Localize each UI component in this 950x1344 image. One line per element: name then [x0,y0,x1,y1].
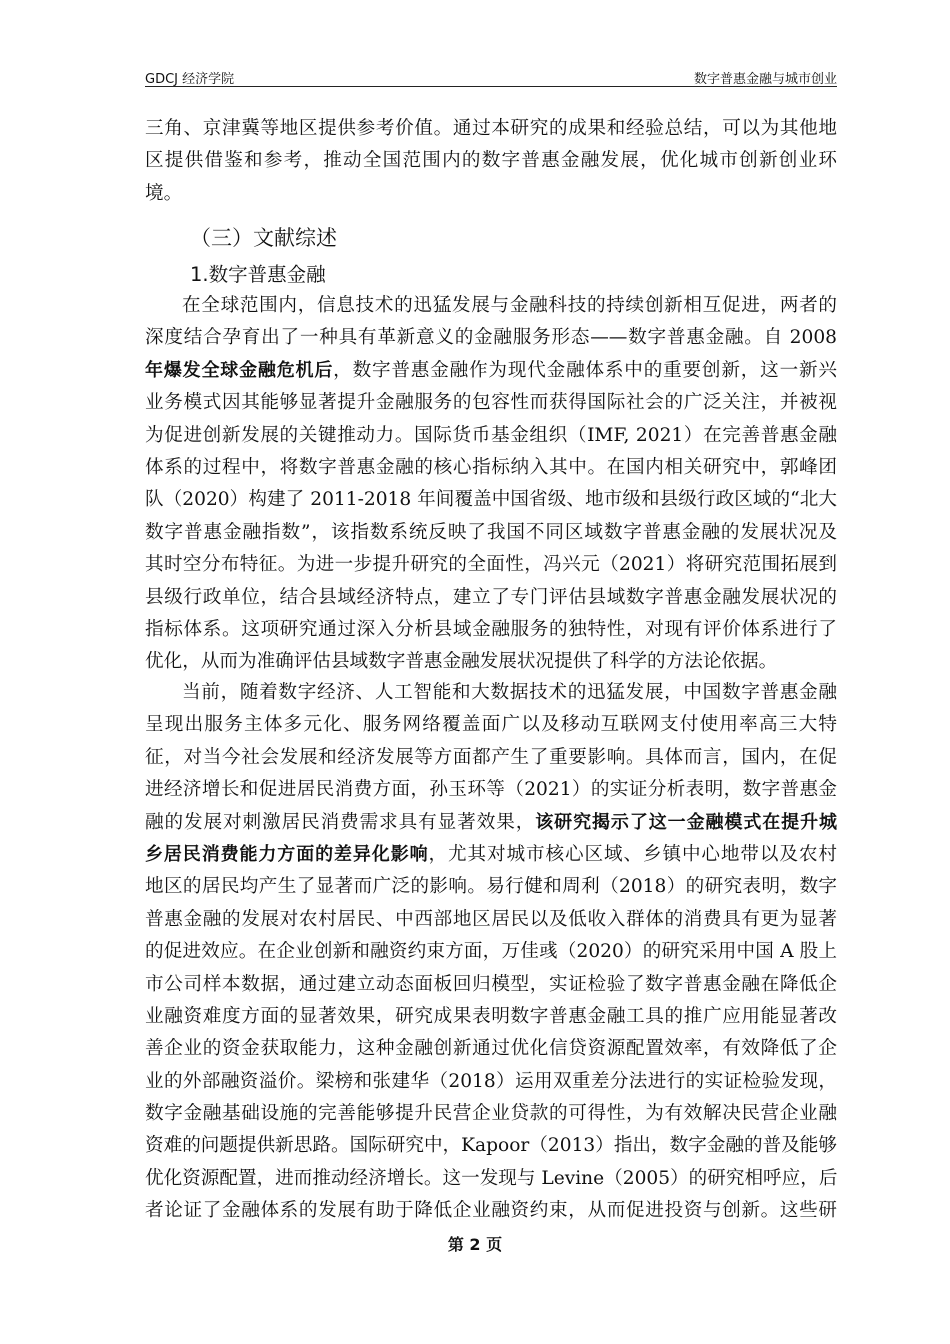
text-line [145,387,837,419]
text-line [145,936,837,968]
text-line [145,614,837,646]
intro-paragraph [145,113,837,210]
text-line [145,839,837,871]
text-line [145,774,837,806]
bold-text: 年爆发全球金融危机后 [145,359,334,381]
text-segment: 业融资难度方面的显著效果，研究成果表明数字普惠金融工具的推广应用能显著改 [145,1005,837,1027]
text-line [145,807,837,839]
paragraph-1 [145,290,837,679]
header-institution: GDCJ 经济学院 [145,72,235,87]
text-segment: 呈现出服务主体多元化、服务网络覆盖面广以及移动互联网支付使用率高三大特 [145,714,837,736]
text-line [145,1066,837,1098]
page-header [145,66,837,87]
text-line [145,549,837,581]
text-segment: 三角、京津冀等地区提供参考价值。通过本研究的成果和经验总结，可以为其他地 [145,118,837,139]
text-line [145,969,837,1001]
text-segment: 业的外部融资溢价。梁榜和张建华（2018）运用双重差分法进行的实证检验发现， [145,1070,837,1092]
text-segment: 其时空分布特征。为进一步提升研究的全面性，冯兴元（2021）将研究范围拓展到 [145,554,837,576]
text-line [145,484,837,516]
text-line [145,1195,837,1227]
text-line [145,452,837,484]
text-line [145,1001,837,1033]
subsection-heading: 1.数字普惠金融 [190,263,326,286]
text-segment: 地区的居民均产生了显著而广泛的影响。易行健和周利（2018）的研究表明，数字 [145,876,837,898]
text-segment: 善企业的资金获取能力，这种金融创新通过优化信贷资源配置效率，有效降低了企 [145,1038,837,1060]
text-segment: 进经济增长和促进居民消费方面，孙玉环等（2021）的实证分析表明，数字普惠金 [145,779,837,801]
text-line [145,742,837,774]
text-segment: 境。 [145,182,183,204]
text-segment: 数字普惠金融指数”，该指数系统反映了我国不同区域数字普惠金融的发展状况及 [145,521,837,543]
text-line [145,904,837,936]
bold-text: 该研究揭示了这一金融模式在提升城 [535,811,837,833]
text-segment: 市公司样本数据，通过建立动态面板回归模型，实证检验了数字普惠金融在降低企 [145,973,837,995]
text-segment: ，尤其对城市核心区域、乡镇中心地带以及农村 [428,843,837,865]
text-segment: 的促进效应。在企业创新和融资约束方面，万佳彧（2020）的研究采用中国 A 股上 [145,941,837,963]
text-line [145,145,837,177]
text-line [145,420,837,452]
bold-text: 乡居民消费能力方面的差异化影响 [145,843,429,865]
text-segment: 为促进创新发展的关键推动力。国际货币基金组织（IMF, 2021）在完善普惠金融 [145,424,837,446]
text-segment: 体系的过程中，将数字普惠金融的核心指标纳入其中。在国内相关研究中，郭峰团 [145,456,837,478]
text-segment: 征，对当今社会发展和经济发展等方面都产生了重要影响。具体而言，国内，在促 [145,746,837,768]
text-line [145,517,837,549]
text-line [145,1163,837,1195]
page-number: 第 2 页 [447,1235,503,1254]
text-line [145,1033,837,1065]
section-heading: （三）文献综述 [190,226,337,250]
text-line [145,113,837,145]
text-segment: 队（2020）构建了 2011-2018 年间覆盖中国省级、地市级和县级行政区域的“北大 [145,489,837,511]
text-line [145,290,837,322]
text-line [145,709,837,741]
text-line [145,582,837,614]
text-line [145,1098,837,1130]
text-segment: 优化资源配置，进而推动经济增长。这一发现与 Levine（2005）的研究相呼应，后 [145,1167,838,1189]
text-segment: 在全球范围内，信息技术的迅猛发展与金融科技的持续创新相互促进，两者的 [182,295,837,316]
text-segment: 融的发展对刺激居民消费需求具有显著效果， [145,811,536,833]
paragraph-2 [145,677,837,1228]
text-segment: 资难的问题提供新思路。国际研究中，Kapoor（2013）指出，数字金融的普及能够 [145,1135,837,1157]
text-segment: 当前，随着数字经济、人工智能和大数据技术的迅猛发展，中国数字普惠金融 [182,682,837,703]
text-segment: 区提供借鉴和参考，推动全国范围内的数字普惠金融发展，优化城市创新创业环 [145,150,837,172]
text-line [145,178,837,210]
text-segment: 者论证了金融体系的发展有助于降低企业融资约束，从而促进投资与创新。这些研 [145,1200,837,1222]
text-segment: 深度结合孕育出了一种具有革新意义的金融服务形态——数字普惠金融。自 2008 [145,327,837,349]
text-segment: 优化，从而为准确评估县域数字普惠金融发展状况提供了科学的方法论依据。 [145,651,778,673]
text-line [145,1130,837,1162]
text-line [145,646,837,678]
text-line [145,677,837,709]
text-segment: 指标体系。这项研究通过深入分析县域金融服务的独特性，对现有评价体系进行了 [145,618,837,640]
text-line [145,322,837,354]
text-segment: ，数字普惠金融作为现代金融体系中的重要创新，这一新兴 [333,359,837,381]
text-line [145,871,837,903]
text-segment: 数字金融基础设施的完善能够提升民营企业贷款的可得性，为有效解决民营企业融 [145,1103,837,1125]
text-segment: 县级行政单位，结合县域经济特点，建立了专门评估县域数字普惠金融发展状况的 [145,586,837,608]
text-line [145,355,837,387]
header-title: 数字普惠金融与城市创业 [693,72,837,87]
text-segment: 普惠金融的发展对农村居民、中西部地区居民以及低收入群体的消费具有更为显著 [145,908,837,930]
text-segment: 业务模式因其能够显著提升金融服务的包容性而获得国际社会的广泛关注，并被视 [145,392,837,414]
